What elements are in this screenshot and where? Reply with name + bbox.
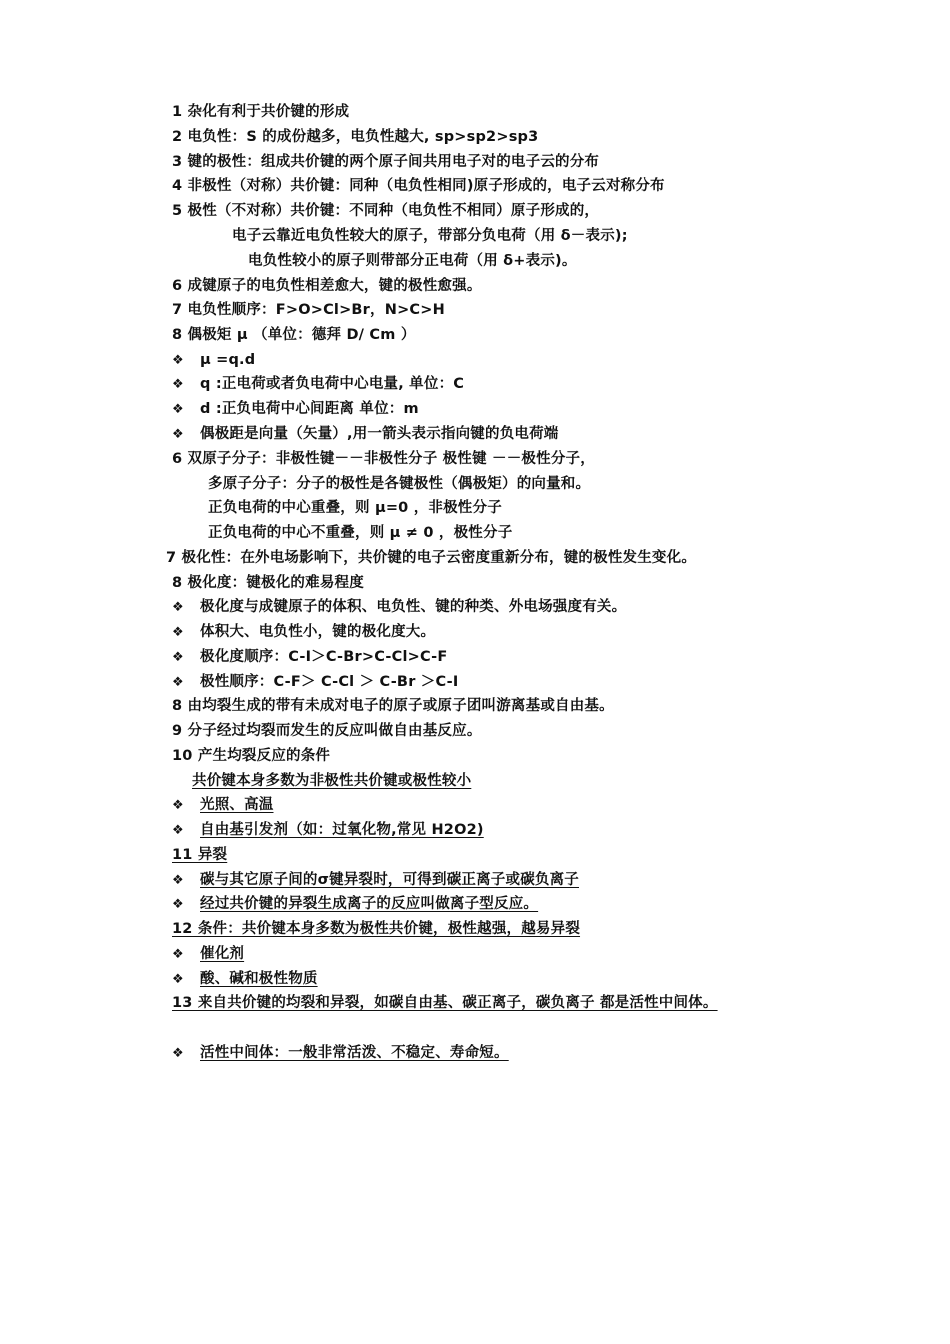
bullet-icon: ❖ — [172, 798, 184, 813]
bullet-icon: ❖ — [172, 600, 184, 615]
line-19: 7 极化性：在外电场影响下，共价键的电子云密度重新分布，键的极性发生变化。 — [166, 550, 697, 566]
bullet-item: ❖ 碳与其它原子间的σ键异裂时，可得到碳正离子或碳负离子 — [172, 870, 579, 891]
bullet-icon: ❖ — [172, 427, 184, 442]
line-1: 1 杂化有利于共价键的形成 — [172, 104, 350, 120]
bullet-icon: ❖ — [172, 625, 184, 640]
line-2: 2 电负性：S 的成份越多，电负性越大, sp>sp2>sp3 — [172, 129, 539, 145]
bullet-item: ❖ 催化剂 — [172, 944, 244, 965]
line-9: 7 电负性顺序：F>O>Cl>Br，N>C>H — [172, 302, 445, 318]
line-8: 6 成键原子的电负性相差愈大，键的极性愈强。 — [172, 278, 482, 294]
line-4: 4 非极性（对称）共价键：同种（电负性相同)原子形成的，电子云对称分布 — [172, 178, 665, 194]
line-26: 9 分子经过均裂而发生的反应叫做自由基反应。 — [172, 723, 482, 739]
bullet-item: ❖ 体积大、电负性小，键的极化度大。 — [172, 622, 435, 643]
bullet-icon: ❖ — [172, 402, 184, 417]
line-10: 8 偶极矩 μ （单位：德拜 D/ Cm ） — [172, 327, 416, 343]
bullet-item: ❖ 极化度与成键原子的体积、电负性、键的种类、外电场强度有关。 — [172, 597, 626, 618]
bullet-item: ❖ 极性顺序：C-F＞ C-Cl ＞ C-Br ＞C-I — [172, 672, 458, 693]
bullet-item: ❖ 极化度顺序：C-I＞C-Br>C-Cl>C-F — [172, 647, 447, 668]
line-31: 11 异裂 — [172, 847, 228, 863]
bullet-item: ❖ 经过共价键的异裂生成离子的反应叫做离子型反应。 — [172, 894, 538, 915]
bullet-icon: ❖ — [172, 650, 184, 665]
bullet-icon: ❖ — [172, 972, 184, 987]
bullet-icon: ❖ — [172, 377, 184, 392]
bullet-icon: ❖ — [172, 947, 184, 962]
bullet-item: ❖ 光照、高温 — [172, 795, 274, 816]
bullet-item: ❖ 活性中间体：一般非常活泼、不稳定、寿命短。 — [172, 1043, 509, 1064]
bullet-item: ❖ 自由基引发剂（如：过氧化物,常见 H2O2) — [172, 820, 484, 841]
bullet-item: ❖ 偶极距是向量（矢量）,用一箭头表示指向键的负电荷端 — [172, 424, 559, 445]
line-7: 电负性较小的原子则带部分正电荷（用 δ+表示)。 — [248, 253, 577, 269]
bullet-icon: ❖ — [172, 1046, 184, 1061]
bullet-item: ❖ μ =q.d — [172, 350, 255, 371]
line-18: 正负电荷的中心不重叠，则 μ ≠ 0 ，极性分子 — [208, 525, 513, 541]
line-16: 多原子分子：分子的极性是各键极性（偶极矩）的向量和。 — [208, 476, 591, 492]
line-28: 共价键本身多数为非极性共价键或极性较小 — [192, 773, 472, 789]
bullet-item: ❖ 酸、碱和极性物质 — [172, 969, 318, 990]
line-6: 电子云靠近电负性较大的原子，带部分负电荷（用 δ－表示); — [232, 228, 628, 244]
bullet-item: ❖ q :正电荷或者负电荷中心电量, 单位：C — [172, 374, 464, 395]
line-27: 10 产生均裂反应的条件 — [172, 748, 331, 764]
line-5: 5 极性（不对称）共价键：不同种（电负性不相同）原子形成的， — [172, 203, 600, 219]
bullet-icon: ❖ — [172, 675, 184, 690]
bullet-item: ❖ d :正负电荷中心间距离 单位：m — [172, 399, 419, 420]
bullet-icon: ❖ — [172, 873, 184, 888]
line-20: 8 极化度：键极化的难易程度 — [172, 575, 364, 591]
line-15: 6 双原子分子：非极性键－－非极性分子 极性键 －－极性分子， — [172, 451, 595, 467]
line-34: 12 条件：共价键本身多数为极性共价键，极性越强，越易异裂 — [172, 921, 581, 937]
bullet-icon: ❖ — [172, 353, 184, 368]
bullet-icon: ❖ — [172, 823, 184, 838]
line-3: 3 键的极性：组成共价键的两个原子间共用电子对的电子云的分布 — [172, 154, 600, 170]
line-25: 8 由均裂生成的带有未成对电子的原子或原子团叫游离基或自由基。 — [172, 698, 614, 714]
line-37: 13 来自共价键的均裂和异裂，如碳自由基、碳正离子，碳负离子 都是活性中间体。 — [172, 995, 718, 1011]
bullet-icon: ❖ — [172, 897, 184, 912]
line-17: 正负电荷的中心重叠，则 μ=0 ，非极性分子 — [208, 500, 502, 516]
